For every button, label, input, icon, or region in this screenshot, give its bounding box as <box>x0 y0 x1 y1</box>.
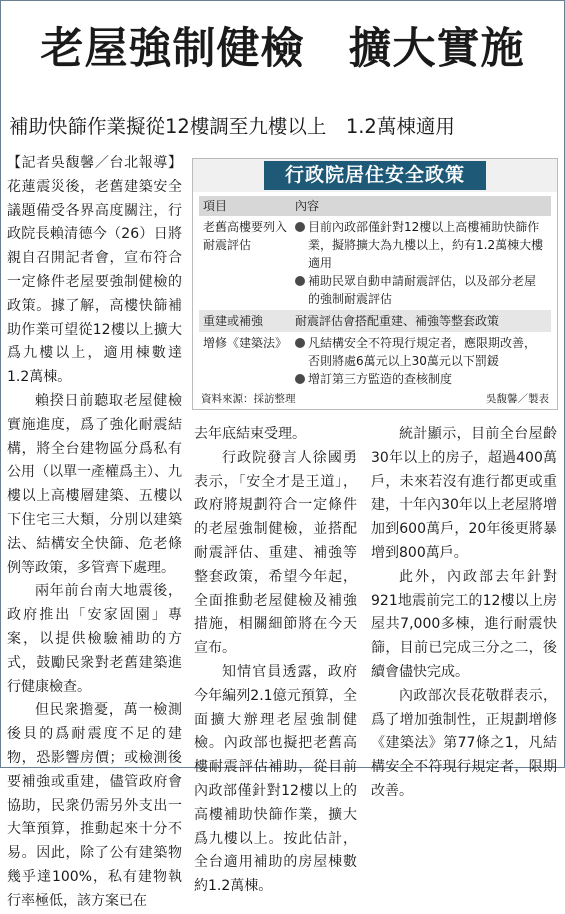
paragraph: 兩年前台南大地震後，政府推出「安家固園」專案，以提供檢驗補助的方式，鼓勵民衆對老舊建築進行健康檢查。 <box>7 583 182 695</box>
bullet-text: 目前內政部僅針對12樓以上高樓補助快篩作業，擬將擴大為九樓以上，約有1.2萬棟大樓適用 <box>308 220 544 270</box>
paragraph: 知情官員透露，政府今年編列2.1億元預算，全面擴大辦理老屋強制健檢。內政部也擬把老舊高樓耐震評估補助，從目前內政部僅針對12樓以上的高樓補助快篩作業，擴大爲九樓以上。按此估計，全台適用補助的房屋棟數約1.2萬棟。 <box>194 663 357 895</box>
bullet-text: 補助民眾自動申請耐震評估，以及部分老屋的強制耐震評估 <box>308 274 537 306</box>
bullet-text: 凡結構安全不符現行規定者，應限期改善，否則將處6萬元以上30萬元以下罰鍰 <box>308 336 537 368</box>
row-content <box>291 332 551 390</box>
bullet-dot-icon <box>295 222 305 232</box>
bullet-point <box>295 218 547 272</box>
table-row <box>199 332 551 390</box>
row-item: 老舊高樓要列入耐震評估 <box>199 216 291 310</box>
policy-infobox <box>192 158 558 410</box>
table-header-row <box>199 196 551 216</box>
header-item: 項目 <box>199 196 291 216</box>
bullet-point <box>295 370 547 388</box>
table-row <box>199 310 551 332</box>
bullet-point <box>295 272 547 308</box>
bullet-dot-icon <box>295 276 305 286</box>
paragraph: 但民衆擔憂，萬一檢測後貝的爲耐震度不足的建物，恐影響房價；或檢測後要補強或重建，儘管政府會協助，民衆仍需另外支出一大筆預算，推動起來十分不易。因此，除了公有建築物幾乎達100%，私有建物執行率極低，該方案已在 <box>7 702 182 909</box>
policy-table <box>199 196 551 390</box>
paragraph-text: 花蓮震災後，老舊建築安全議題備受各界高度關注，行政院長賴清德今（26）日將親自召開記者會，宣布符合一定條件老屋要強制健檢的政策。據了解，高樓快篩補助作業可望從12樓以上擴大爲九樓以上，適用棟數達1.2萬棟。 <box>7 178 182 386</box>
row-item: 增修《建築法》 <box>199 332 291 390</box>
paragraph: 行政院發言人徐國勇表示，「安全才是王道」，政府將規劃符合一定條件的老屋強制健檢，並搭配耐震評估、重建、補強等整套政策，希望今年起，全面推動老屋健檢及補強措施，相關細節將在今天宣布。 <box>194 449 357 657</box>
article-column-1 <box>7 152 182 914</box>
row-content <box>291 216 551 310</box>
bullet-point <box>295 334 547 370</box>
header-content: 內容 <box>291 196 551 216</box>
paragraph: 去年底結束受理。 <box>194 426 306 442</box>
byline: 【記者吳馥馨／台北報導】 <box>7 155 182 171</box>
paragraph: 賴揆日前聽取老屋健檢實施進度，爲了強化耐震結構，將全台建物區分爲私有公用（以單一產權爲主）、九樓以上高樓層建築、五樓以下住宅三大類，分別以建築法、結構安全快篩、危老條例等政策，多管齊下處理。 <box>7 392 182 576</box>
bullet-text: 增訂第三方監造的查核制度 <box>308 372 453 386</box>
headline: 老屋強制健檢 擴大實施 <box>40 24 525 74</box>
article-column-2 <box>194 423 357 899</box>
paragraph: 內政部次長花敬群表示，爲了增加強制性，正規劃增修《建築法》第77條之1，凡結構安全不符現行規定者，限期改善。 <box>371 687 557 799</box>
infobox-title: 行政院居住安全政策 <box>264 161 486 190</box>
data-source: 資料來源：採訪整理 <box>201 393 296 405</box>
bullet-dot-icon <box>295 374 305 384</box>
infobox-title-bar <box>193 159 557 192</box>
article-column-3 <box>371 423 557 804</box>
bullet-dot-icon <box>295 338 305 348</box>
row-item: 重建或補強 <box>199 310 291 332</box>
table-row <box>199 216 551 310</box>
subheadline: 補助快篩作業擬從12樓調至九樓以上 1.2萬棟適用 <box>9 115 455 138</box>
paragraph: 統計顯示，目前全台屋齡30年以上的房子，超過400萬戶，未來若沒有進行都更或重建，十年內30年以上老屋將增加到600萬戶，20年後更將暴增到800萬戶。 <box>371 426 557 561</box>
row-content: 耐震評估會搭配重建、補強等整套政策 <box>291 310 551 332</box>
paragraph <box>7 152 182 390</box>
paragraph: 此外，內政部去年針對921地震前完工的12樓以上房屋共7,000多棟，進行耐震快篩，目前已完成三分之二，後續會儘快完成。 <box>371 568 557 680</box>
table-credit: 吳馥馨／製表 <box>486 393 549 405</box>
